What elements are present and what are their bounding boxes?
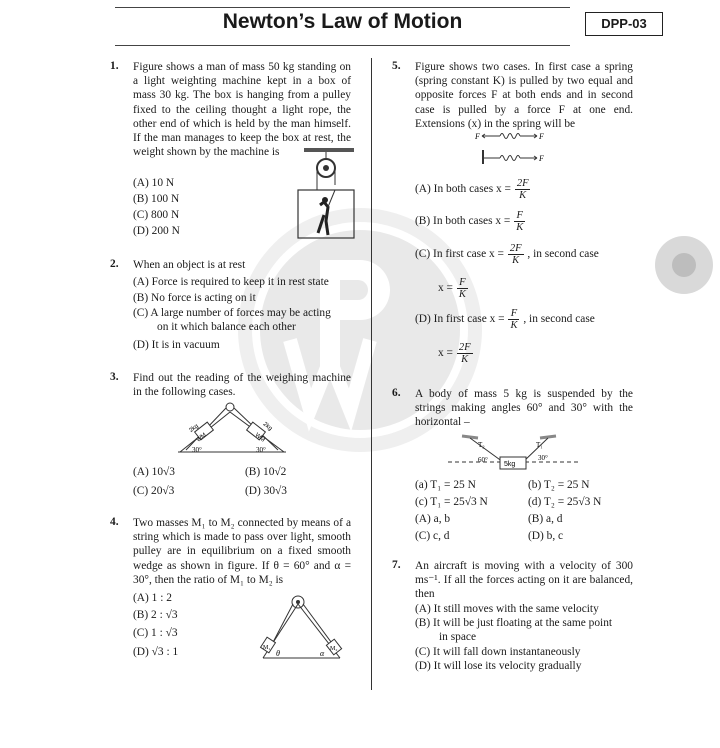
option-text: , in second case [527,248,599,261]
fig-label: F [475,132,480,141]
fig-label: 5kg [504,461,516,468]
fig-label: WM [253,432,266,444]
option: (B) 10√2 [245,466,287,478]
option: (C) It will fall down instantaneously [415,646,581,658]
page-title: Newton’s Law of Motion [222,10,463,33]
fig-label: θ [276,649,280,658]
spring-figure [475,130,555,168]
option-text: (D) In first case x = [415,313,505,326]
fraction: $\frac{2F}{K}$ [516,178,529,201]
question-text: Two masses M₁ to M₂ connected by means of a string which is made to pass over light, smooth pulley are in equilibrium on a fixed smooth wedge as shown in figure. If θ = 60° and α = 30°, then the ratio of M₁ to M₂ is [133,517,351,586]
option-text: (B) In both cases x = [415,215,511,228]
option: (B) It will be just floating at the same point [415,617,613,629]
option: (C) c, d [415,530,450,542]
fraction: $\frac{F}{K}$ [516,210,524,233]
option: (D) 30√3 [245,485,287,497]
floating-action-button[interactable] [655,236,713,294]
option-text: , in second case [523,313,595,326]
statement: (b) T₂ = 25 N [528,479,590,491]
statement: (c) T₁ = 25√3 N [415,496,488,508]
question-number: 6. [392,387,401,399]
fig-label: α [320,649,325,658]
option: (D) 200 N [133,225,180,237]
header-bottom-rule [115,45,570,46]
fig-label: T₁ [536,441,543,449]
header-top-rule [115,7,570,8]
question-text: An aircraft is moving with a velocity of 300 ms⁻¹. If all the forces acting on it are balanced, then [415,560,633,601]
question-number: 7. [392,559,401,571]
option: in space [439,631,477,643]
question-text: Figure shows a man of mass 50 kg standing on a light weighting machine kept in a box of mass 30 kg. The box is hanging from a pulley fixed to the ceiling thought a light rope, the other end of which is held by the man himself. If the man manages to keep the box at rest, the weight shown by the machine is [133,61,351,159]
option: (D) It will lose its velocity gradually [415,660,582,672]
option: (A) 10 N [133,177,175,189]
question-text: When an object is at rest [133,259,246,271]
option [415,178,531,201]
option-text: (A) In both cases x = [415,183,511,196]
option: (D) b, c [528,530,564,542]
question-text: A body of mass 5 kg is suspended by the strings making angles 60° and 30° with the horizontal – [415,388,633,429]
option [438,342,474,365]
option: on it which balance each other [157,321,296,333]
man-box-pulley-figure [290,145,370,240]
option-text: x = [438,347,453,360]
option-text: (C) In first case x = [415,248,504,261]
option: (C) 800 N [133,209,180,221]
option: (B) a, d [528,513,563,525]
fig-label: M₁ [263,645,271,651]
option: (A) 10√3 [133,466,175,478]
column-divider [371,58,372,690]
option: (D) It is in vacuum [133,339,220,351]
fraction: $\frac{F}{K}$ [510,308,518,331]
question-number: 4. [110,516,119,528]
option: (A) 1 : 2 [133,592,172,604]
fig-label: M₂ [330,646,338,652]
option: (D) √3 : 1 [133,646,179,658]
fraction: $\frac{F}{K}$ [458,277,466,300]
fig-label: F [539,154,544,163]
fig-label: 2kg [188,423,200,434]
option: (C) 20√3 [133,485,175,497]
fig-label: WM [195,432,208,444]
option: (A) Force is required to keep it in rest state [133,276,329,288]
option: (A) a, b [415,513,451,525]
option: (C) 1 : √3 [133,627,178,639]
fig-label: 30° [192,446,202,454]
suspended-mass-figure [448,430,578,472]
fraction: $\frac{2F}{K}$ [458,342,471,365]
question-text: Find out the reading of the weighing machine in the following cases. [133,372,351,399]
question-number: 2. [110,258,119,270]
fig-label: 60° [478,456,488,464]
fig-label: 2kg [261,421,273,433]
question-number: 5. [392,60,401,72]
fig-label: T₂ [478,441,485,449]
statement: (d) T₂ = 25√3 N [528,496,602,508]
option [438,277,469,300]
wedge-pulley-figure [258,594,348,664]
fraction: $\frac{2F}{K}$ [509,243,522,266]
fig-label: F [539,132,544,141]
option [415,210,526,233]
option [415,308,595,331]
option: (B) 100 N [133,193,180,205]
question-text: Figure shows two cases. In first case a spring (spring constant K) is pulled by two equal and opposite forces F at both ends and in second case is pulled by a force F at one end. Extensions (x) in the spring will be [415,61,633,130]
option: (C) A large number of forces may be acting [133,307,331,319]
inclined-weighing-machine-figure [178,402,288,457]
option: (A) It still moves with the same velocity [415,603,599,615]
fig-label: 30° [538,454,548,462]
question-number: 1. [110,60,119,72]
option: (B) 2 : √3 [133,609,178,621]
option [415,243,599,266]
fig-label: 30° [256,446,266,454]
statement: (a) T₁ = 25 N [415,479,476,491]
dpp-tag: DPP-03 [585,12,663,36]
option: (B) No force is acting on it [133,292,256,304]
option-text: x = [438,282,453,295]
question-number: 3. [110,371,119,383]
